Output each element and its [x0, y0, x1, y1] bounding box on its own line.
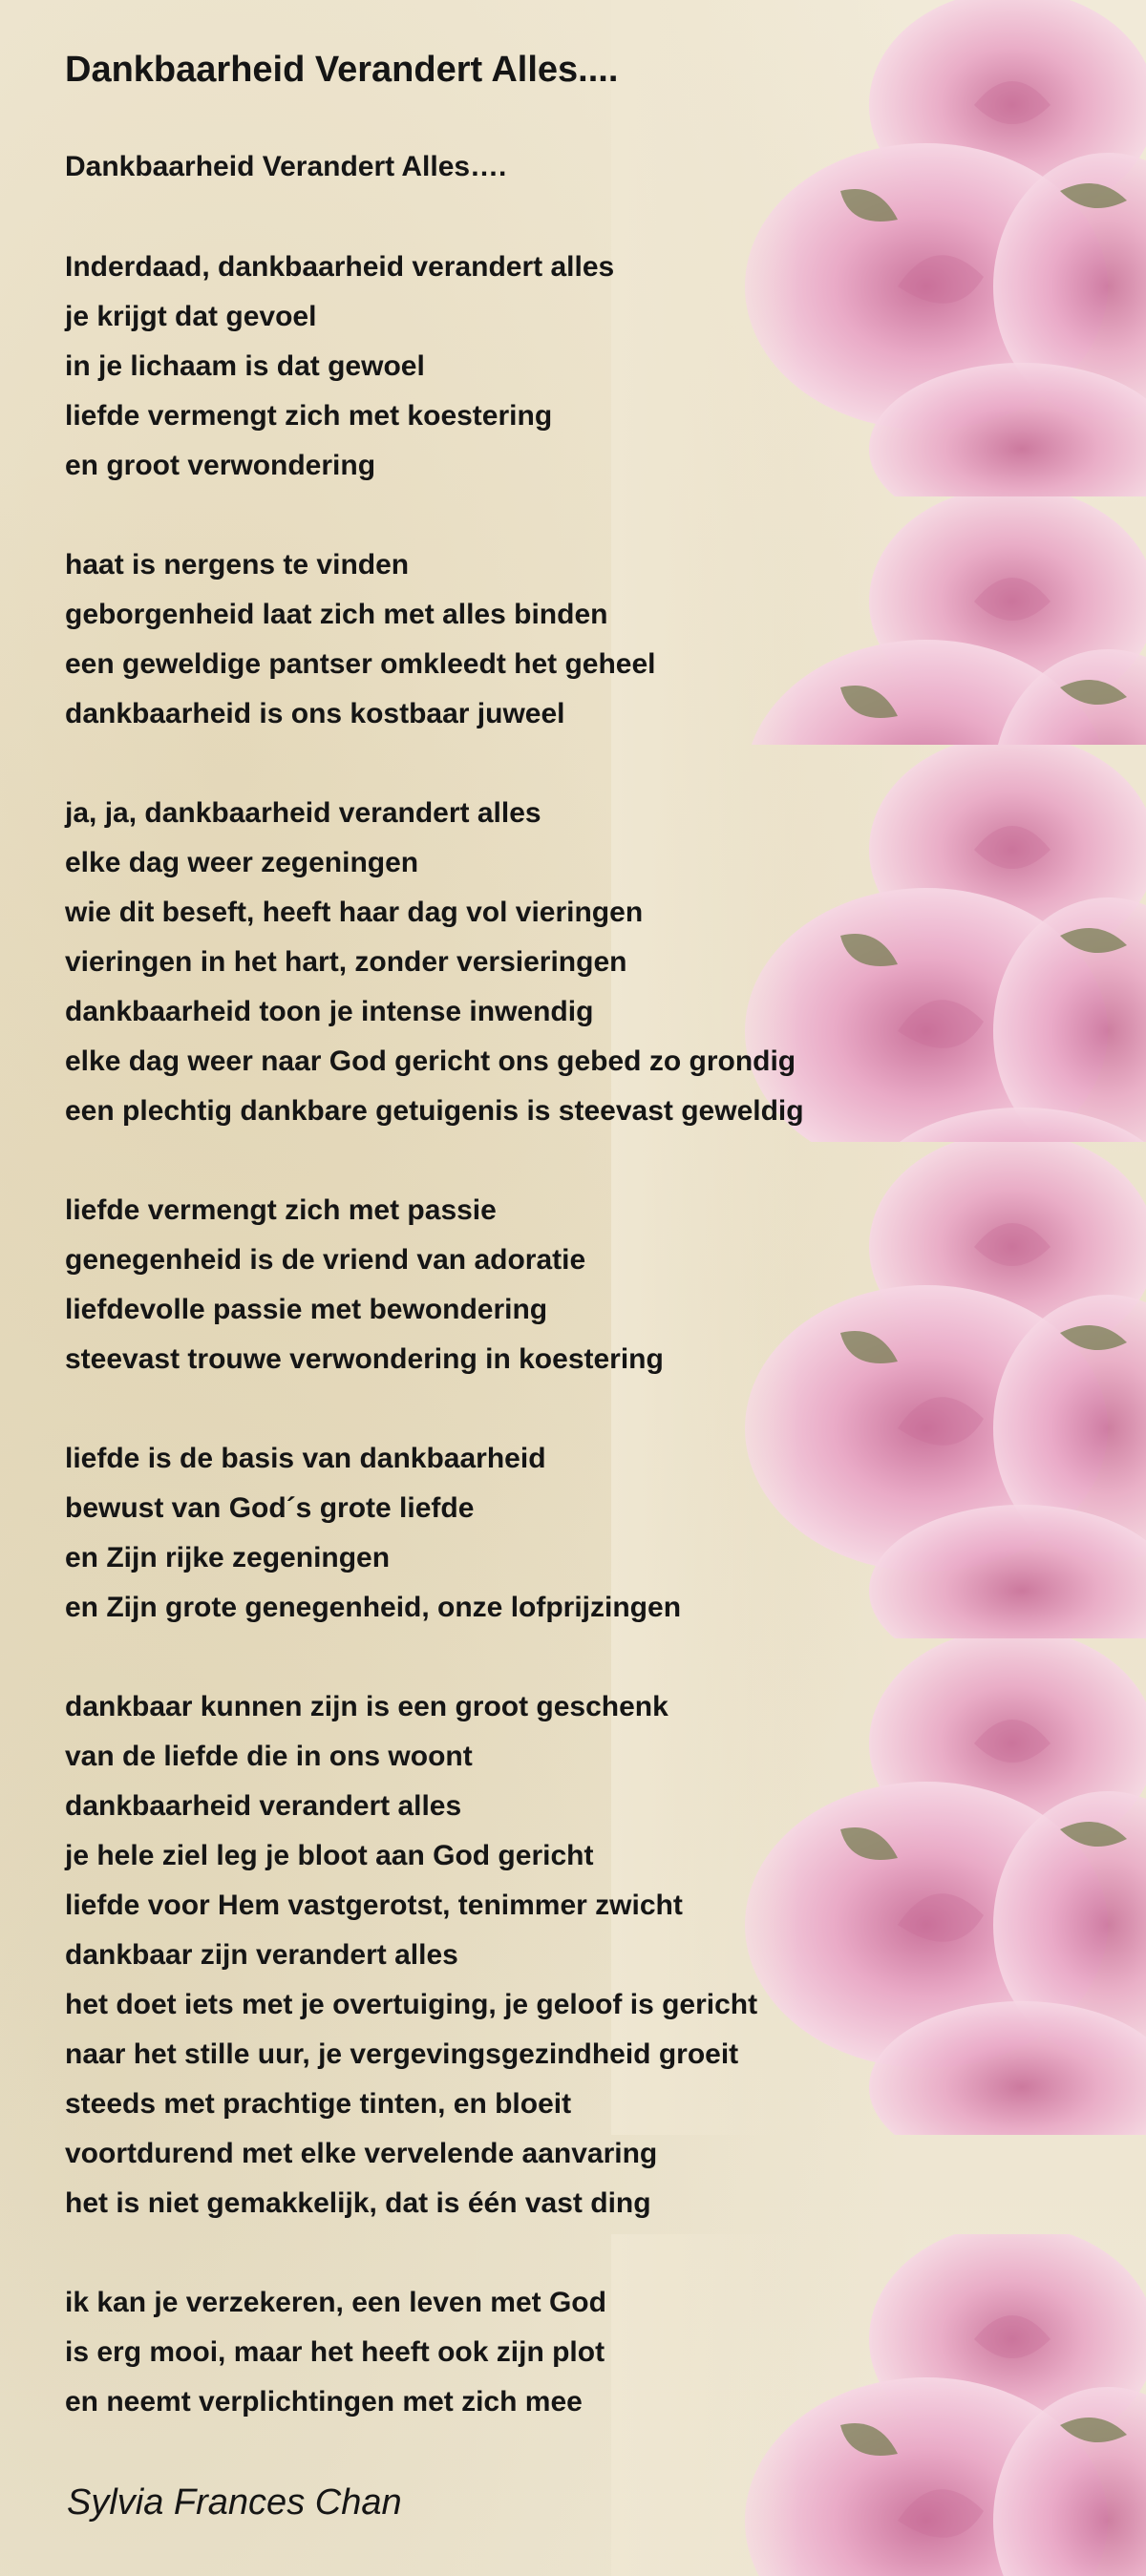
- poem-line: liefde vermengt zich met passie: [65, 1194, 497, 1226]
- poem-line: het is niet gemakkelijk, dat is één vast ding: [65, 2187, 651, 2219]
- poem-author: Sylvia Frances Chan: [67, 2482, 402, 2523]
- poem-line: liefde voor Hem vastgerotst, tenimmer zwicht: [65, 1890, 683, 1921]
- rose-bouquet-image: [611, 2234, 1146, 2576]
- poem-line: haat is nergens te vinden: [65, 549, 410, 581]
- poem-line: en neemt verplichtingen met zich mee: [65, 2386, 583, 2418]
- poem-line: vieringen in het hart, zonder versieringen: [65, 946, 627, 978]
- rose-bouquet-image: [611, 0, 1146, 496]
- poem-line: dankbaar zijn verandert alles: [65, 1939, 458, 1971]
- rose-bouquet-image: [611, 745, 1146, 1142]
- poem-line: elke dag weer naar God gericht ons gebed zo grondig: [65, 1045, 796, 1077]
- poem-line: en Zijn rijke zegeningen: [65, 1542, 391, 1573]
- poem-line: dankbaarheid is ons kostbaar juweel: [65, 698, 565, 729]
- poem-line: en Zijn grote genegenheid, onze lofprijzingen: [65, 1592, 682, 1623]
- poem-line: dankbaarheid toon je intense inwendig: [65, 996, 594, 1027]
- poem-line: naar het stille uur, je vergevingsgezindheid groeit: [65, 2038, 739, 2070]
- poem-line: steevast trouwe verwondering in koestering: [65, 1343, 664, 1375]
- poem-line: liefde vermengt zich met koestering: [65, 400, 553, 432]
- poem-line: en groot verwondering: [65, 450, 376, 481]
- poem-line: is erg mooi, maar het heeft ook zijn plot: [65, 2336, 605, 2368]
- poem-line: liefdevolle passie met bewondering: [65, 1294, 548, 1325]
- poem-line: een geweldige pantser omkleedt het geheel: [65, 648, 656, 680]
- poem-line: steeds met prachtige tinten, en bloeit: [65, 2088, 572, 2120]
- poem-line: ja, ja, dankbaarheid verandert alles: [65, 797, 541, 829]
- poem-line: ik kan je verzekeren, een leven met God: [65, 2287, 606, 2318]
- rose-bouquet-image: [611, 1142, 1146, 1638]
- poem-line: voortdurend met elke vervelende aanvaring: [65, 2138, 658, 2169]
- poem-line: dankbaar kunnen zijn is een groot geschenk: [65, 1691, 668, 1722]
- poem-line: bewust van God´s grote liefde: [65, 1492, 475, 1524]
- rose-bouquet-image: [611, 496, 1146, 745]
- poem-line: liefde is de basis van dankbaarheid: [65, 1443, 546, 1474]
- poem-line: van de liefde die in ons woont: [65, 1741, 473, 1772]
- poem-line: elke dag weer zegeningen: [65, 847, 419, 878]
- poem-line: je krijgt dat gevoel: [65, 301, 317, 332]
- poem-title: Dankbaarheid Verandert Alles....: [65, 50, 619, 90]
- poem-line: het doet iets met je overtuiging, je geloof is gericht: [65, 1989, 758, 2020]
- poem-line: een plechtig dankbare getuigenis is steevast geweldig: [65, 1095, 804, 1127]
- poem-line: in je lichaam is dat gewoel: [65, 350, 425, 382]
- poem-line: je hele ziel leg je bloot aan God gericht: [65, 1840, 594, 1871]
- poem-subtitle: Dankbaarheid Verandert Alles….: [65, 151, 507, 182]
- poem-line: wie dit beseft, heeft haar dag vol vieringen: [65, 897, 644, 928]
- poem-line: Inderdaad, dankbaarheid verandert alles: [65, 251, 615, 283]
- poem-line: dankbaarheid verandert alles: [65, 1790, 462, 1822]
- poem-line: genegenheid is de vriend van adoratie: [65, 1244, 586, 1276]
- poem-line: geborgenheid laat zich met alles binden: [65, 599, 608, 630]
